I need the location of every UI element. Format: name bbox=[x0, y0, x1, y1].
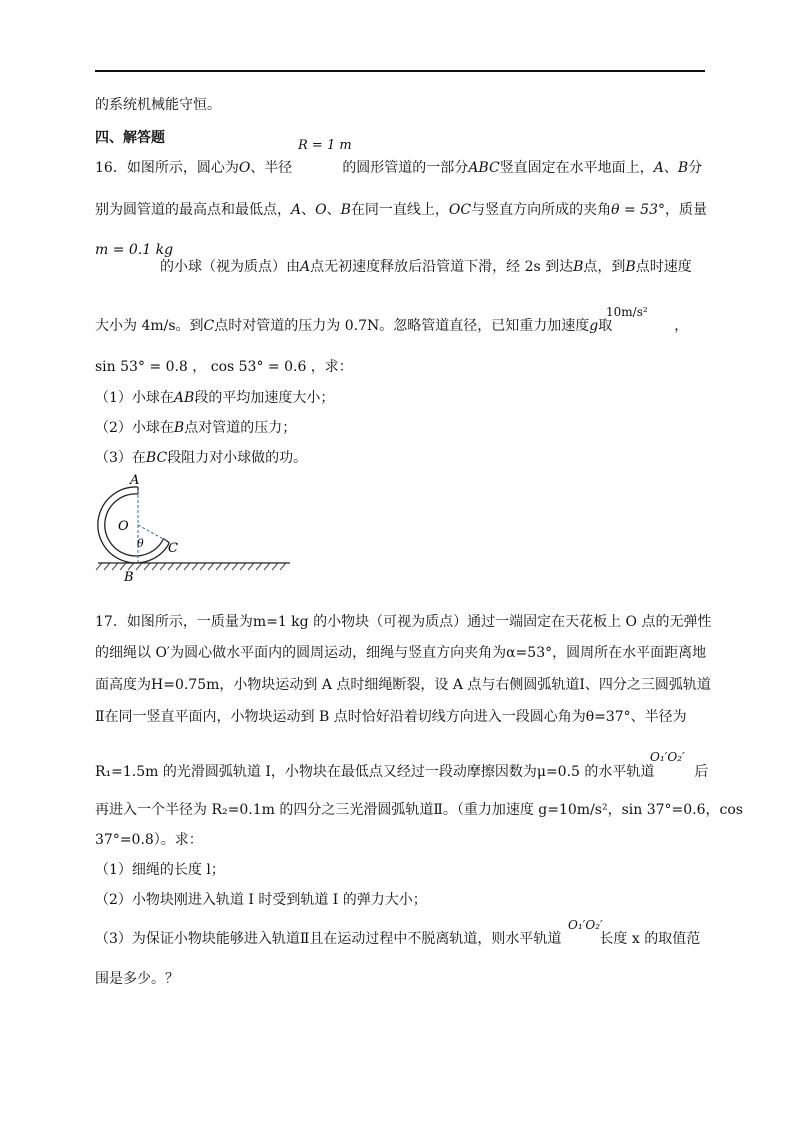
q16-line-4: 大小为 4m/s。到C点时对管道的压力为 0.7N。忽略管道直径，已知重力加速度g取 ， bbox=[95, 318, 689, 334]
q16-line-1: 16．如图所示，圆心为O、半径 的圆形管道的一部分ABC竖直固定在水平地面上，A、B分 bbox=[95, 160, 703, 176]
mass-formula: m = 0.1 kg bbox=[95, 242, 174, 258]
radius-formula: R = 1 m bbox=[298, 138, 352, 153]
header-rule bbox=[95, 70, 705, 72]
q17-line-6: 再进入一个半径为 R₂=0.1m 的四分之三光滑圆弧轨道Ⅱ。（重力加速度 g=10m/s²，sin 37°=0.6，cos bbox=[95, 802, 743, 818]
q17-sub-3: （3）为保证小物块能够进入轨道Ⅱ且在运动过程中不脱离轨道，则水平轨道 长度 x 的取值范 bbox=[95, 931, 701, 947]
q17-line-2: 的细绳以 O′为圆心做水平面内的圆周运动，细绳与竖直方向夹角为α=53°，圆周所在水平面距离地 bbox=[95, 645, 707, 661]
q16-figure bbox=[90, 470, 300, 590]
q16-line-2: 别为圆管道的最高点和最低点，A、O、B在同一直线上，OC与竖直方向所成的夹角θ = 53°，质量 bbox=[95, 202, 707, 218]
theta-formula: θ = 53° bbox=[611, 202, 665, 218]
q17-sub-3-end: 围是多少。？ bbox=[95, 971, 179, 987]
q16-line-3: 的小球（视为质点）由A点无初速度释放后沿管道下滑，经 2s 到达B点，到B点时速度 bbox=[160, 259, 692, 275]
q17-track-label-2: O₁′O₂′ bbox=[568, 918, 603, 932]
q17-sub-2: （2）小物块刚进入轨道 Ⅰ 时受到轨道 Ⅰ 的弹力大小； bbox=[95, 892, 427, 908]
tube-outer-arc bbox=[98, 487, 170, 563]
q17-line-3: 面高度为H=0.75m，小物块运动到 A 点时细绳断裂，设 A 点与右侧圆弧轨道Ⅰ、四分之三圆弧轨道 bbox=[95, 677, 711, 693]
figure-label-c: C bbox=[168, 541, 178, 556]
figure-label-o: O bbox=[118, 519, 129, 534]
figure-label-theta: θ bbox=[137, 537, 144, 550]
figure-label-b: B bbox=[124, 570, 134, 585]
q17-line-1: 17．如图所示，一质量为m=1 kg 的小物块（可视为质点）通过一端固定在天花板上 O 点的无弹性 bbox=[95, 614, 712, 630]
figure-label-a: A bbox=[130, 473, 140, 488]
q17-line-5: R₁=1.5m 的光滑圆弧轨道 Ⅰ，小物块在最低点又经过一段动摩擦因数为μ=0.5 的水平轨道 后 bbox=[95, 764, 709, 780]
tube-inner-arc bbox=[105, 494, 164, 556]
q17-track-label-1: O₁′O₂′ bbox=[650, 750, 685, 764]
q16-sub-3: （3）在BC段阻力对小球做的功。 bbox=[95, 450, 308, 466]
ground-hatching bbox=[96, 563, 286, 570]
g-value: 10m/s² bbox=[606, 305, 648, 319]
previous-answer-tail: 的系统机械能守恒。 bbox=[95, 97, 221, 113]
q16-sub-2: （2）小球在B点对管道的压力； bbox=[95, 420, 297, 436]
q17-line-7: 37°=0.8）。求： bbox=[95, 832, 203, 848]
q17-sub-1: （1）细绳的长度 l； bbox=[95, 862, 225, 878]
q16-trig-values: sin 53° = 0.8 ， cos 53° = 0.6 ，求： bbox=[95, 359, 353, 375]
q16-sub-1: （1）小球在AB段的平均加速度大小； bbox=[95, 390, 335, 406]
q17-line-4: Ⅱ在同一竖直平面内，小物块运动到 B 点时恰好沿着切线方向进入一段圆心角为θ=37°、半径为 bbox=[95, 709, 687, 725]
section-title: 四、解答题 bbox=[95, 130, 165, 146]
